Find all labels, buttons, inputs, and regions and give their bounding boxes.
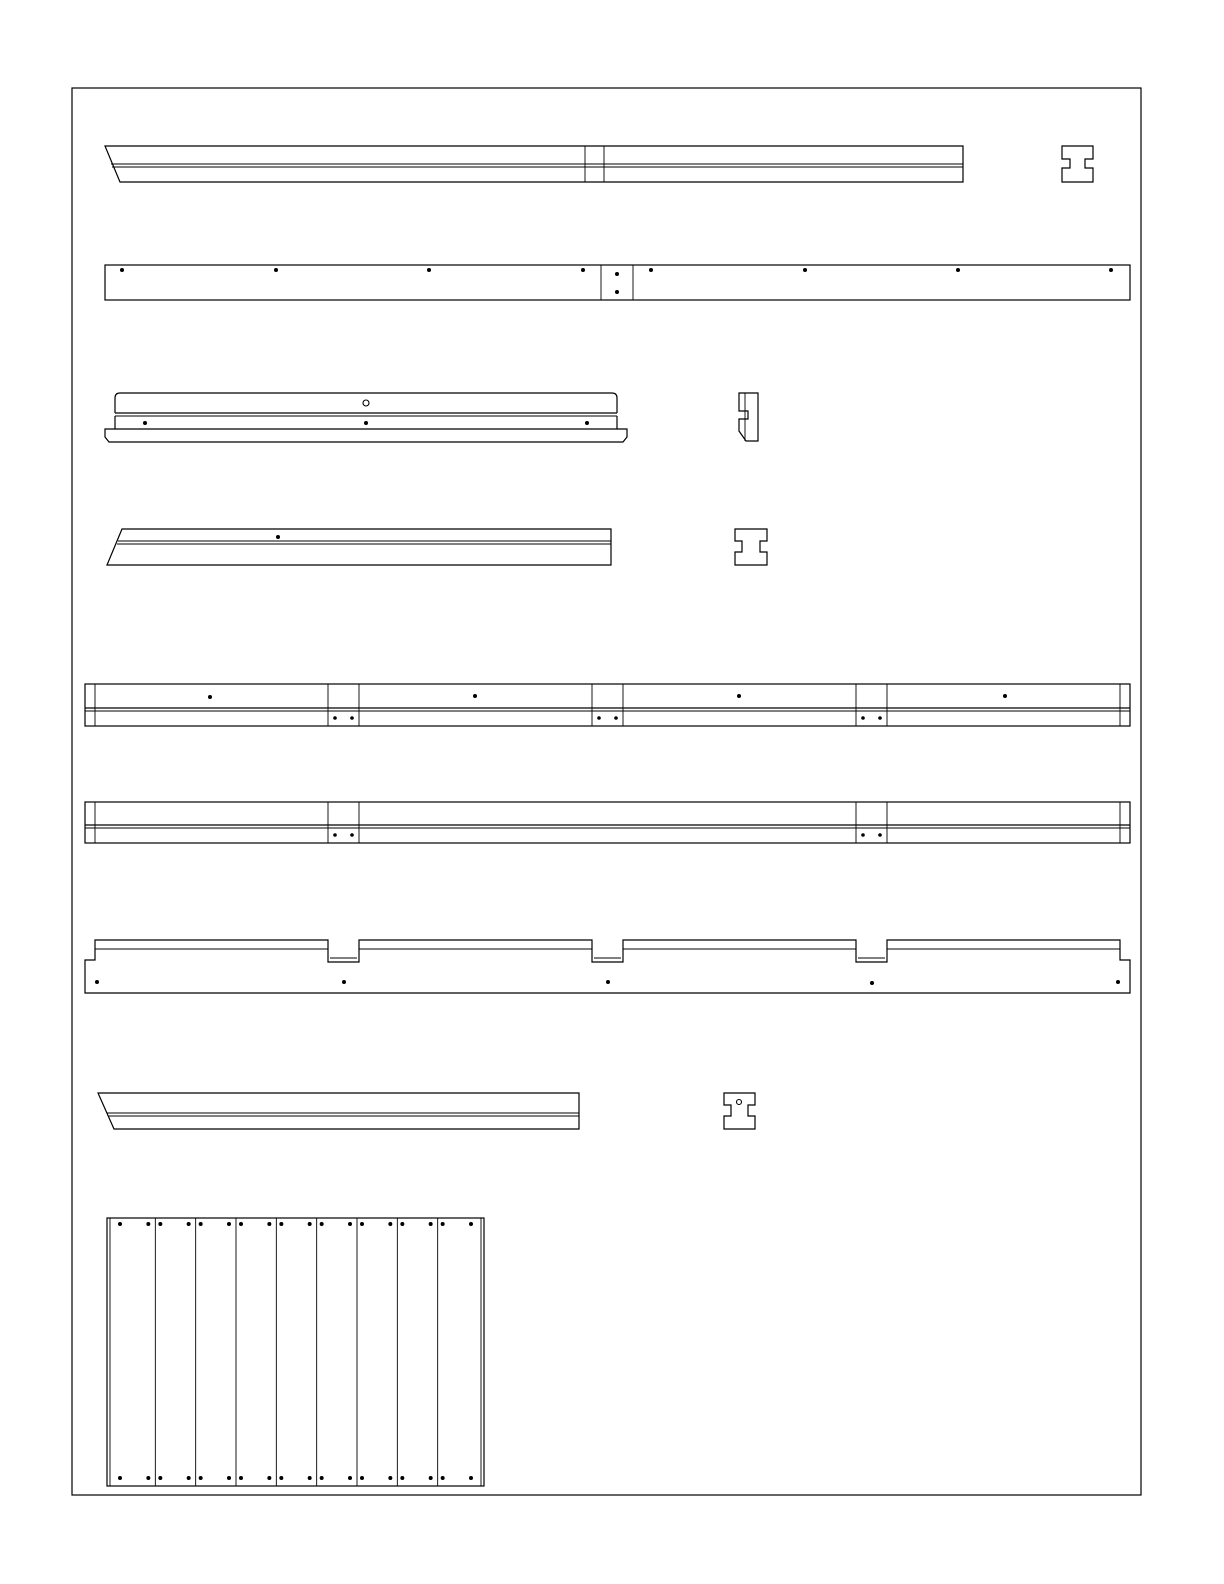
slat-hole bbox=[348, 1222, 352, 1226]
slat-hole bbox=[118, 1476, 122, 1480]
sheet-border bbox=[72, 88, 1141, 1495]
slat-hole bbox=[320, 1476, 324, 1480]
slat-hole bbox=[400, 1476, 404, 1480]
slat-hole bbox=[158, 1222, 162, 1226]
slat-hole bbox=[360, 1476, 364, 1480]
slat-hole bbox=[146, 1222, 150, 1226]
slat-hole bbox=[308, 1476, 312, 1480]
slat-hole bbox=[199, 1476, 203, 1480]
slat-hole bbox=[441, 1222, 445, 1226]
slat-hole bbox=[429, 1222, 433, 1226]
slat-hole bbox=[279, 1222, 283, 1226]
slat-hole bbox=[400, 1222, 404, 1226]
bracket-rail-profile bbox=[739, 393, 758, 441]
notched-channel-four-bay bbox=[85, 684, 1130, 726]
bracket-rail bbox=[105, 393, 627, 442]
long-rail-profile bbox=[1062, 146, 1093, 182]
notched-channel-three-bay bbox=[85, 802, 1130, 843]
slat-hole bbox=[146, 1476, 150, 1480]
slat-hole bbox=[227, 1222, 231, 1226]
slat-hole bbox=[469, 1476, 473, 1480]
slat-hole bbox=[118, 1222, 122, 1226]
strip-holes bbox=[120, 268, 1113, 294]
slat-hole bbox=[239, 1222, 243, 1226]
slat-hole bbox=[279, 1476, 283, 1480]
slat-hole bbox=[388, 1476, 392, 1480]
end-rail-profile bbox=[724, 1093, 755, 1129]
slat-hole bbox=[187, 1222, 191, 1226]
slat-hole bbox=[308, 1222, 312, 1226]
slat-hole bbox=[441, 1476, 445, 1480]
slat-hole bbox=[320, 1222, 324, 1226]
slat-hole bbox=[360, 1222, 364, 1226]
slat-hole bbox=[239, 1476, 243, 1480]
slat-hole bbox=[267, 1476, 271, 1480]
slat-hole bbox=[267, 1222, 271, 1226]
slat-hole bbox=[227, 1476, 231, 1480]
slotted-base-plate bbox=[85, 940, 1130, 993]
short-rail-profile bbox=[735, 529, 767, 565]
short-rail bbox=[107, 529, 611, 565]
long-rail-side bbox=[105, 146, 963, 182]
slat-hole bbox=[187, 1476, 191, 1480]
slat-panel bbox=[107, 1218, 484, 1486]
long-drilled-strip bbox=[105, 265, 1130, 300]
slat-hole bbox=[348, 1476, 352, 1480]
slat-hole bbox=[469, 1222, 473, 1226]
slat-hole bbox=[388, 1222, 392, 1226]
end-rail bbox=[98, 1093, 579, 1129]
slat-hole bbox=[199, 1222, 203, 1226]
slat-hole bbox=[158, 1476, 162, 1480]
slat-hole bbox=[429, 1476, 433, 1480]
